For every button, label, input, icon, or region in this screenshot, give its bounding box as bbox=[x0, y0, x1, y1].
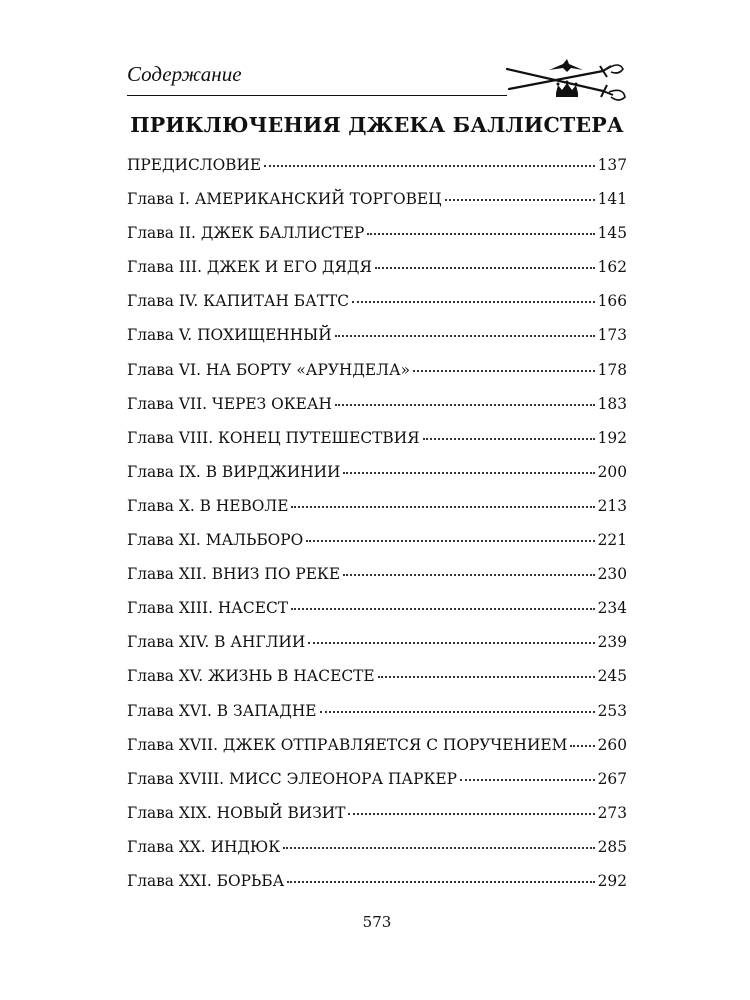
toc-entry-title: Глава VI. НА БОРТУ «АРУНДЕЛА» bbox=[127, 360, 411, 379]
dot-leader bbox=[287, 881, 594, 883]
toc-entry-title: Глава III. ДЖЕК И ЕГО ДЯДЯ bbox=[127, 258, 372, 277]
toc-entry-page: 230 bbox=[597, 565, 627, 584]
toc-entry-title: Глава XII. ВНИЗ ПО РЕКЕ bbox=[127, 565, 341, 584]
toc-entry bbox=[127, 216, 627, 250]
dot-leader bbox=[264, 165, 594, 167]
dot-leader bbox=[291, 506, 594, 508]
toc-entry bbox=[127, 318, 627, 352]
toc-entry bbox=[127, 523, 627, 557]
toc-entry bbox=[127, 625, 627, 659]
book-title: ПРИКЛЮЧЕНИЯ ДЖЕКА БАЛЛИСТЕРА bbox=[130, 113, 624, 137]
toc-entry-title: Глава XIV. В АНГЛИИ bbox=[127, 633, 306, 652]
toc-entry-title: Глава II. ДЖЕК БАЛЛИСТЕР bbox=[127, 224, 365, 243]
toc-entry-page: 173 bbox=[597, 326, 627, 345]
table-of-contents bbox=[127, 148, 627, 898]
toc-entry bbox=[127, 387, 627, 421]
toc-entry-page: 260 bbox=[597, 735, 627, 754]
toc-entry-title: Глава IV. КАПИТАН БАТТС bbox=[127, 292, 350, 311]
toc-entry-page: 192 bbox=[597, 428, 627, 447]
dot-leader bbox=[306, 540, 594, 542]
dot-leader bbox=[445, 199, 595, 201]
dot-leader bbox=[378, 676, 595, 678]
toc-entry bbox=[127, 728, 627, 762]
toc-entry bbox=[127, 353, 627, 387]
toc-entry-title: Глава XVII. ДЖЕК ОТПРАВЛЯЕТСЯ С ПОРУЧЕНИЕМ bbox=[127, 735, 568, 754]
toc-entry-title: Глава XI. МАЛЬБОРО bbox=[127, 531, 304, 550]
toc-entry-page: 137 bbox=[597, 156, 627, 174]
toc-entry-page: 200 bbox=[597, 462, 627, 481]
crossed-swords-crown-icon bbox=[503, 55, 631, 105]
toc-entry-title: Глава XIII. НАСЕСТ bbox=[127, 599, 288, 618]
toc-entry bbox=[127, 489, 627, 523]
toc-entry-title: ПРЕДИСЛОВИЕ bbox=[127, 156, 262, 174]
toc-entry bbox=[127, 455, 627, 489]
toc-entry bbox=[127, 557, 627, 591]
toc-entry-page: 239 bbox=[597, 633, 627, 652]
toc-entry-page: 273 bbox=[597, 803, 627, 822]
toc-entry bbox=[127, 250, 627, 284]
dot-leader bbox=[375, 267, 595, 269]
toc-entry-page: 245 bbox=[597, 667, 627, 686]
toc-entry bbox=[127, 421, 627, 455]
toc-entry-page: 292 bbox=[597, 871, 627, 890]
running-header bbox=[127, 60, 627, 104]
toc-entry bbox=[127, 762, 627, 796]
toc-entry-page: 253 bbox=[597, 701, 627, 720]
toc-entry-title: Глава VII. ЧЕРЕЗ ОКЕАН bbox=[127, 394, 332, 413]
toc-entry-title: Глава I. АМЕРИКАНСКИЙ ТОРГОВЕЦ bbox=[127, 190, 442, 209]
toc-entry bbox=[127, 284, 627, 318]
dot-leader bbox=[570, 745, 594, 747]
toc-entry-page: 145 bbox=[597, 224, 627, 243]
dot-leader bbox=[343, 574, 595, 576]
toc-entry bbox=[127, 591, 627, 625]
dot-leader bbox=[283, 847, 594, 849]
toc-entry-page: 162 bbox=[597, 258, 627, 277]
toc-entry bbox=[127, 694, 627, 728]
toc-entry-page: 178 bbox=[597, 360, 627, 379]
dot-leader bbox=[343, 472, 594, 474]
dot-leader bbox=[423, 438, 595, 440]
dot-leader bbox=[308, 642, 594, 644]
dot-leader bbox=[320, 711, 595, 713]
dot-leader bbox=[291, 608, 595, 610]
dot-leader bbox=[335, 404, 595, 406]
header-rule bbox=[127, 95, 507, 96]
toc-entry bbox=[127, 148, 627, 182]
dot-leader bbox=[460, 779, 595, 781]
toc-entry bbox=[127, 830, 627, 864]
toc-entry-page: 183 bbox=[597, 394, 627, 413]
toc-entry-page: 221 bbox=[597, 531, 627, 550]
toc-entry-title: Глава X. В НЕВОЛЕ bbox=[127, 496, 289, 515]
page-number: 573 bbox=[362, 913, 392, 931]
toc-entry-title: Глава XVIII. МИСС ЭЛЕОНОРА ПАРКЕР bbox=[127, 769, 457, 788]
toc-entry-title: Глава IX. В ВИРДЖИНИИ bbox=[127, 462, 341, 481]
dot-leader bbox=[348, 813, 594, 815]
toc-entry-title: Глава V. ПОХИЩЕННЫЙ bbox=[127, 326, 332, 345]
toc-entry-page: 213 bbox=[597, 496, 627, 515]
dot-leader bbox=[335, 335, 595, 337]
dot-leader bbox=[413, 370, 595, 372]
toc-entry-title: Глава XVI. В ЗАПАДНЕ bbox=[127, 701, 317, 720]
toc-entry-page: 141 bbox=[597, 190, 627, 209]
toc-entry bbox=[127, 182, 627, 216]
toc-entry-title: Глава XIX. НОВЫЙ ВИЗИТ bbox=[127, 803, 346, 822]
toc-entry-page: 234 bbox=[597, 599, 627, 618]
dot-leader bbox=[352, 301, 595, 303]
toc-entry-page: 267 bbox=[597, 769, 627, 788]
toc-entry-title: Глава XV. ЖИЗНЬ В НАСЕСТЕ bbox=[127, 667, 375, 686]
toc-entry bbox=[127, 864, 627, 898]
toc-entry-title: Глава XX. ИНДЮК bbox=[127, 837, 281, 856]
toc-entry bbox=[127, 796, 627, 830]
toc-entry-title: Глава XXI. БОРЬБА bbox=[127, 871, 285, 890]
section-label: Содержание bbox=[127, 62, 242, 86]
toc-entry-page: 285 bbox=[597, 837, 627, 856]
toc-entry-page: 166 bbox=[597, 292, 627, 311]
dot-leader bbox=[367, 233, 594, 235]
toc-entry bbox=[127, 659, 627, 693]
toc-entry-title: Глава VIII. КОНЕЦ ПУТЕШЕСТВИЯ bbox=[127, 428, 420, 447]
